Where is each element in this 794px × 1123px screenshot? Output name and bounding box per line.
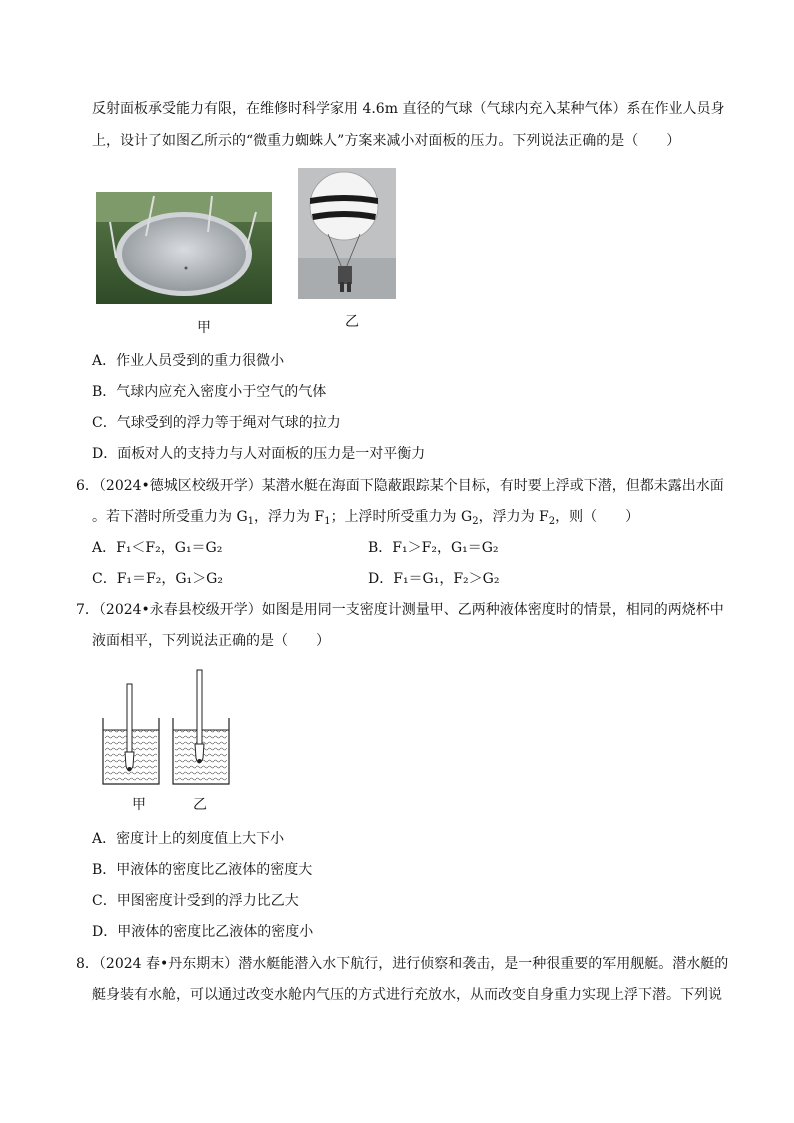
q6-option-b[interactable]: B．F₁＞F₂，G₁＝G₂: [368, 540, 499, 556]
q6-option-c[interactable]: C．F₁＝F₂，G₁＞G₂: [92, 571, 223, 587]
q5-text-line1: 反射面板承受能力有限，在维修时科学家用 4.6m 直径的气球（气球内充入某种气体）系在作业人员身: [92, 101, 725, 117]
q7-option-d[interactable]: D．甲液体的密度比乙液体的密度小: [92, 924, 314, 940]
image-caption-jia: 甲: [197, 320, 211, 336]
telescope-photo: [96, 192, 272, 304]
q7-option-b[interactable]: B．甲液体的密度比乙液体的密度大: [92, 862, 313, 878]
q7-text-line2: 液面相平，下列说法正确的是（ ）: [92, 633, 330, 649]
q6-option-d[interactable]: D．F₁＝G₁，F₂＞G₂: [368, 571, 500, 587]
balloon-photo: [298, 168, 396, 299]
q7-option-c[interactable]: C．甲图密度计受到的浮力比乙大: [92, 893, 299, 909]
q7-option-a[interactable]: A．密度计上的刻度值上大下小: [92, 831, 285, 847]
q6-text-line1: 6．（2024•德城区校级开学）某潜水艇在海面下隐蔽跟踪某个目标，有时要上浮或下潜，但都未露出水面: [76, 478, 724, 494]
q5-option-a[interactable]: A．作业人员受到的重力很微小: [92, 353, 285, 369]
q6-text-line2: 。若下潜时所受重力为 $G_1$，浮力为 $F_1$；上浮时所受重力为 $G_2$，浮力为 $F_2$，则（ ）: [92, 509, 640, 527]
q7-text-line1: 7．（2024•永春县校级开学）如图是用同一支密度计测量甲、乙两种液体密度时的情景，相同的两烧杯中: [76, 602, 724, 618]
q5-option-c[interactable]: C．气球受到的浮力等于绳对气球的拉力: [92, 415, 341, 431]
diagram-caption-jia: 甲: [132, 797, 146, 813]
q8-text-line2: 艇身装有水舱，可以通过改变水舱内气压的方式进行充放水，从而改变自身重力实现上浮下潜。下列说: [92, 987, 722, 1003]
q8-text-line1: 8．（2024 春•丹东期末）潜水艇能潜入水下航行，进行侦察和袭击，是一种很重要的军用舰艇。潜水艇的: [76, 956, 729, 972]
hydrometer-diagram: [100, 668, 260, 790]
image-caption-yi: 乙: [345, 314, 359, 330]
q5-option-b[interactable]: B．气球内应充入密度小于空气的气体: [92, 384, 327, 400]
diagram-caption-yi: 乙: [193, 797, 207, 813]
q6-option-a[interactable]: A．F₁＜F₂，G₁＝G₂: [92, 540, 223, 556]
q5-text-line2: 上，设计了如图乙所示的“微重力蜘蛛人”方案来减小对面板的压力。下列说法正确的是（ ）: [92, 133, 681, 149]
q5-option-d[interactable]: D．面板对人的支持力与人对面板的压力是一对平衡力: [92, 446, 426, 462]
